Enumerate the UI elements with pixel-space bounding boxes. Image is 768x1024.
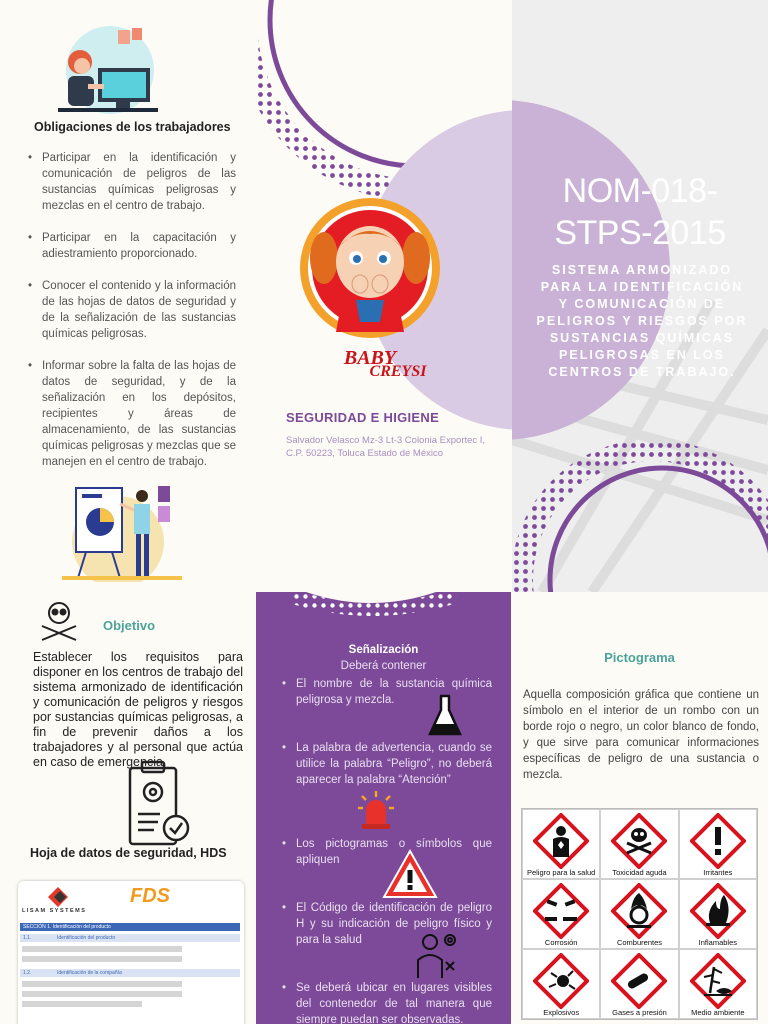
decorative-dots-arc xyxy=(256,592,511,632)
svg-text:BABY: BABY xyxy=(343,347,397,369)
objective-text: Establecer los requisitos para disponer en los centros de trabajo del sistema armonizado de identificación y comunicación de peligros y riesgos por sustancias químicas peligrosas, a fin de prevenir daños a los trabajadores y al personal que actúa en caso de emergencia. xyxy=(33,650,243,769)
fds-placeholder xyxy=(22,991,182,997)
skull-crossbones-icon xyxy=(38,600,80,644)
alarm-light-icon xyxy=(358,790,394,830)
section-title: SEGURIDAD E HIGIENE xyxy=(286,410,440,425)
ghs-cell xyxy=(679,949,757,1019)
cover-title xyxy=(512,170,768,254)
fds-placeholder xyxy=(22,1001,142,1007)
list-item: • Los pictogramas o símbolos que apliquen xyxy=(278,836,492,868)
warning-triangle-icon xyxy=(381,848,439,900)
ghs-label: Gases a presión xyxy=(612,1008,667,1017)
objective-panel xyxy=(0,592,256,1024)
company-address: Salvador Velasco Mz-3 Lt-3 Colonia Exportec I, C.P. 50223, Toluca Estado de México xyxy=(286,435,486,459)
cover-title-line1: NOM-018- xyxy=(562,172,718,210)
ghs-label: Corrosión xyxy=(544,938,578,947)
ghs-cell xyxy=(522,879,600,949)
list-item: • Se deberá ubicar en lugares visibles del contenedor de tal manera que siempre puedan ser observadas. xyxy=(278,980,492,1024)
worker-at-desk-illustration xyxy=(58,22,158,122)
corrosion-icon xyxy=(533,883,589,939)
fds-document-preview xyxy=(18,881,244,1024)
ghs-cell xyxy=(522,949,600,1019)
worker-hazard-icon xyxy=(414,932,458,980)
flame-icon xyxy=(690,883,746,939)
flask-icon xyxy=(428,694,462,738)
signage-subtitle: Deberá contener xyxy=(340,660,427,672)
ghs-label: Inflamables xyxy=(698,938,737,947)
list-item: • Participar en la identificación y comunicación de peligros de las sustancias químicas peligrosas y mezclas en el centro de trabajo. xyxy=(24,150,236,214)
svg-text:CREYSI: CREYSI xyxy=(369,363,427,380)
list-item: • La palabra de advertencia, cuando se utilice la palabra “Peligro”, no deberá aparecer la palabra “Atención” xyxy=(278,740,492,788)
baby-creysi-logo xyxy=(300,192,440,382)
pictogram-title: Pictograma xyxy=(604,650,675,665)
hds-title: Hoja de datos de seguridad, HDS xyxy=(30,846,227,860)
oxidizer-icon xyxy=(611,883,667,939)
environment-icon xyxy=(690,953,746,1009)
list-item: • El Código de identificación de peligro H y su indicación de peligro físico y para la salud xyxy=(278,900,492,948)
ghs-cell xyxy=(600,879,678,949)
cover-panel xyxy=(512,0,768,592)
ghs-label: Irritantes xyxy=(703,868,733,877)
fds-section: SECCIÓN 1. Identificación del producto xyxy=(20,923,240,931)
list-item: • El nombre de la sustancia química peligrosa y mezcla. xyxy=(278,676,492,708)
fds-row-num: 1.1. xyxy=(23,935,32,941)
fds-row-num: 1.2. xyxy=(23,970,32,976)
obligations-panel xyxy=(0,0,256,592)
list-item: • Conocer el contenido y la información de las hojas de datos de seguridad y de la señalización de las sustancias químicas peligrosas. xyxy=(24,278,236,342)
exclamation-icon xyxy=(690,813,746,869)
list-item: • Informar sobre la falta de las hojas de datos de seguridad, y de la señalización en los depósitos, recipientes y áreas de almacenamiento, de las sustancias químicas peligrosas y mezclas que se manejen en el centro de trabajo. xyxy=(24,358,236,470)
ghs-cell xyxy=(522,809,600,879)
signage-title: Señalización xyxy=(348,644,419,656)
pictogram-text: Aquella composición gráfica que contiene un símbolo en el interior de un rombo con un borde rojo o negro, un color blanco de fondo, y que sirve para comunicar informaciones específicas de peligro de una sustancia o mezcla. xyxy=(523,689,759,781)
lisam-logo-icon xyxy=(44,885,74,909)
fds-row xyxy=(20,934,240,942)
signage-panel xyxy=(256,592,511,1024)
ghs-pictogram-table xyxy=(521,808,758,1020)
acute-toxicity-icon xyxy=(611,813,667,869)
ghs-cell xyxy=(679,879,757,949)
cover-title-line2: STPS-2015 xyxy=(554,214,726,252)
obligations-title: Obligaciones de los trabajadores xyxy=(34,120,231,134)
cover-subtitle: SISTEMA ARMONIZADO PARA LA IDENTIFICACIÓN Y COMUNICACIÓN DE PELIGROS Y RIESGOS POR SUSTANCIAS QUÍMICAS PELIGROSAS EN LOS CENTROS DE TRABAJO. xyxy=(536,263,748,379)
fds-placeholder xyxy=(22,981,182,987)
ghs-label: Medio ambiente xyxy=(691,1008,745,1017)
health-hazard-icon xyxy=(533,813,589,869)
ghs-cell xyxy=(679,809,757,879)
gas-cylinder-icon xyxy=(611,953,667,1009)
ghs-label: Peligro para la salud xyxy=(526,868,596,877)
objective-title: Objetivo xyxy=(103,618,156,633)
fds-row-text: Identificación de la compañía xyxy=(57,970,122,976)
ghs-label: Comburentes xyxy=(616,938,662,947)
clipboard-gear-icon xyxy=(124,760,194,848)
explosive-icon xyxy=(533,953,589,1009)
pictogram-panel xyxy=(511,592,768,1024)
fds-label: FDS xyxy=(130,885,170,907)
list-item: • Participar en la capacitación y adiestramiento proporcionado. xyxy=(24,230,236,262)
brand-panel xyxy=(256,0,512,592)
fds-placeholder xyxy=(22,946,182,952)
ghs-label: Toxicidad aguda xyxy=(612,868,667,877)
fds-placeholder xyxy=(22,956,182,962)
presentation-illustration xyxy=(62,482,182,582)
fds-company: LISAM SYSTEMS xyxy=(22,908,87,914)
ghs-cell xyxy=(600,809,678,879)
ghs-label: Explosivos xyxy=(543,1008,580,1017)
fds-row xyxy=(20,969,240,977)
obligations-list xyxy=(24,150,236,486)
ghs-cell xyxy=(600,949,678,1019)
fds-row-text: Identificación del producto xyxy=(57,935,116,941)
